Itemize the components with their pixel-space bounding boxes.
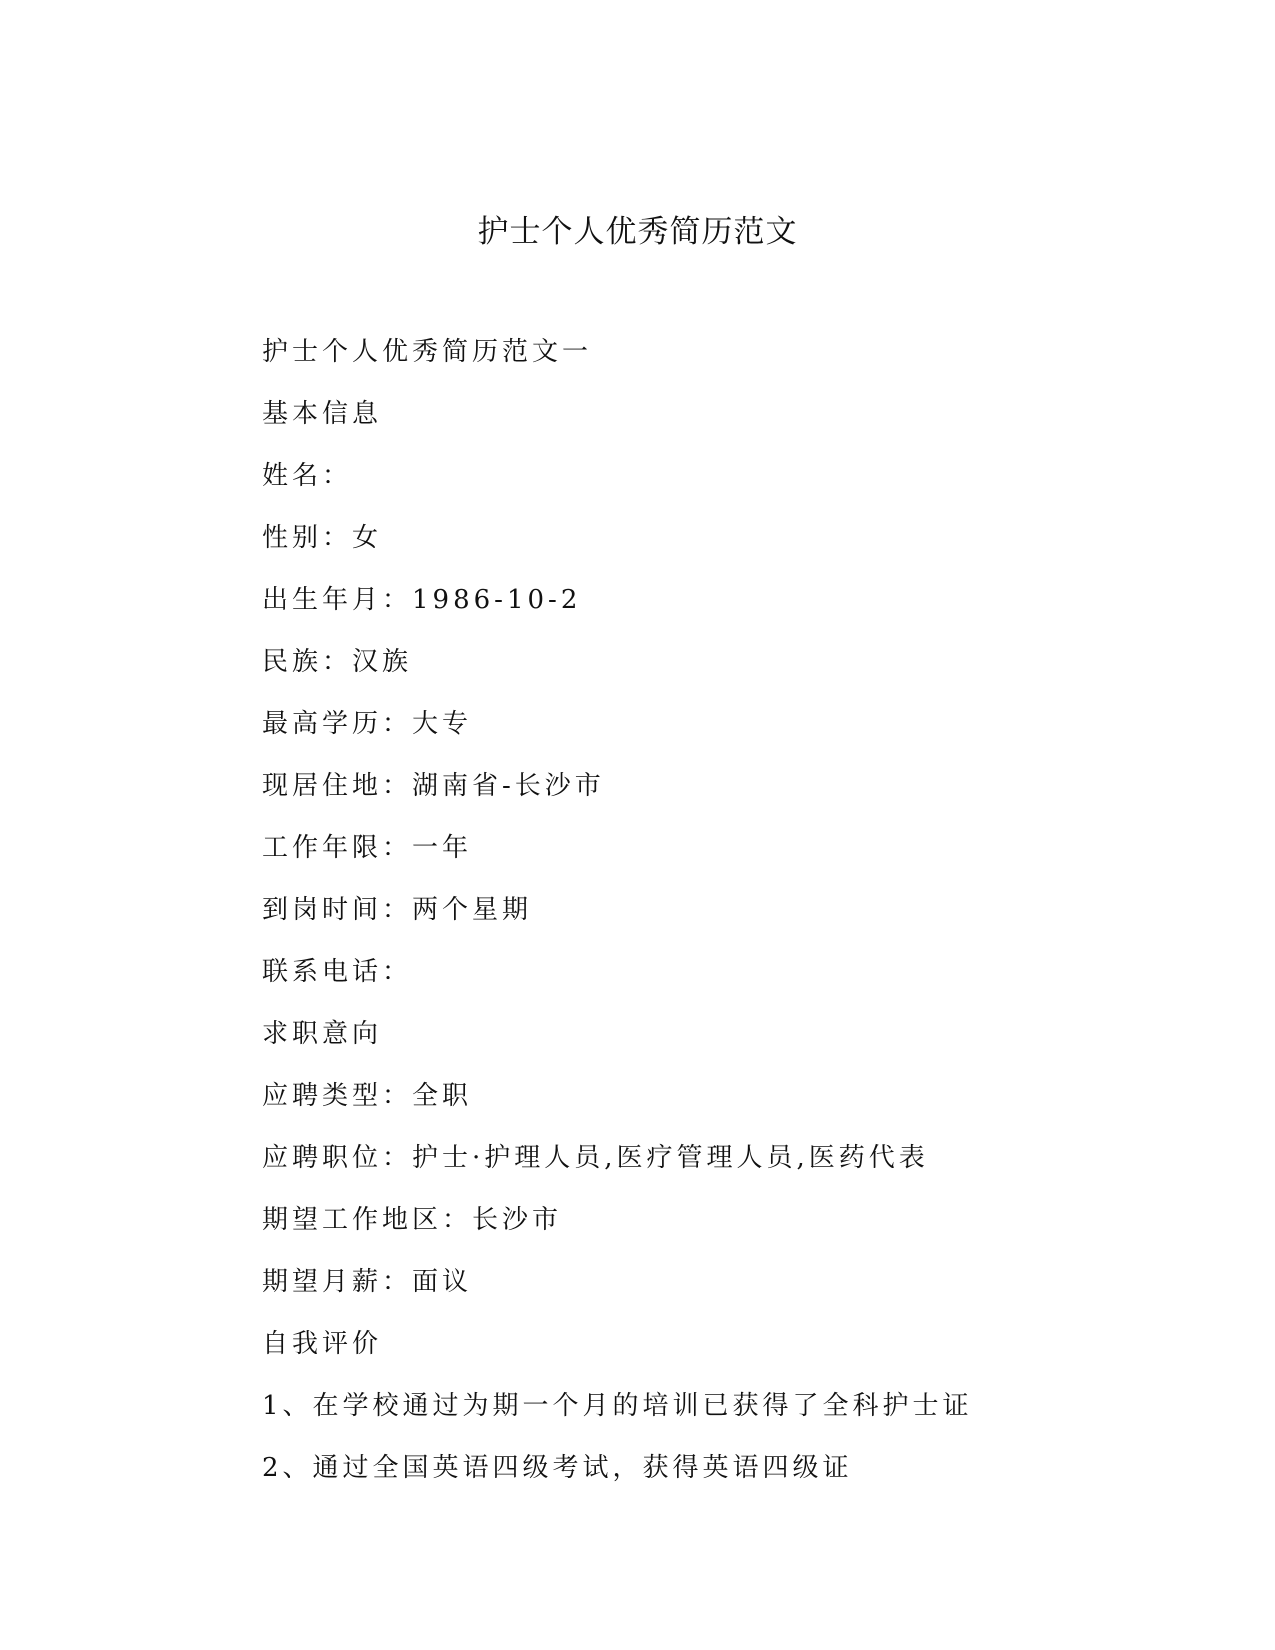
field-work-years: 工作年限：一年	[262, 833, 473, 863]
field-positions: 应聘职位：护士·护理人员,医疗管理人员,医药代表	[262, 1143, 929, 1173]
section-heading-self-evaluation: 自我评价	[262, 1329, 383, 1359]
field-ethnicity: 民族：汉族	[262, 647, 413, 677]
field-residence: 现居住地：湖南省-长沙市	[262, 771, 605, 801]
field-birth-date: 出生年月：1986-10-2	[262, 585, 582, 615]
section-heading-basic-info: 基本信息	[262, 399, 383, 429]
section-heading-job-intent: 求职意向	[262, 1019, 383, 1049]
section-heading-resume-one: 护士个人优秀简历范文一	[262, 337, 593, 367]
list-item: 2、通过全国英语四级考试，获得英语四级证	[262, 1453, 853, 1483]
field-job-type: 应聘类型：全职	[262, 1081, 473, 1111]
page-title: 护士个人优秀简历范文	[477, 214, 798, 250]
list-item: 1、在学校通过为期一个月的培训已获得了全科护士证	[262, 1391, 973, 1421]
field-gender: 性别：女	[262, 523, 383, 553]
field-phone: 联系电话：	[262, 957, 413, 987]
field-availability: 到岗时间：两个星期	[262, 895, 533, 925]
field-education: 最高学历：大专	[262, 709, 473, 739]
field-name: 姓名：	[262, 461, 353, 491]
field-salary: 期望月薪：面议	[262, 1267, 473, 1297]
field-work-location: 期望工作地区：长沙市	[262, 1205, 563, 1235]
